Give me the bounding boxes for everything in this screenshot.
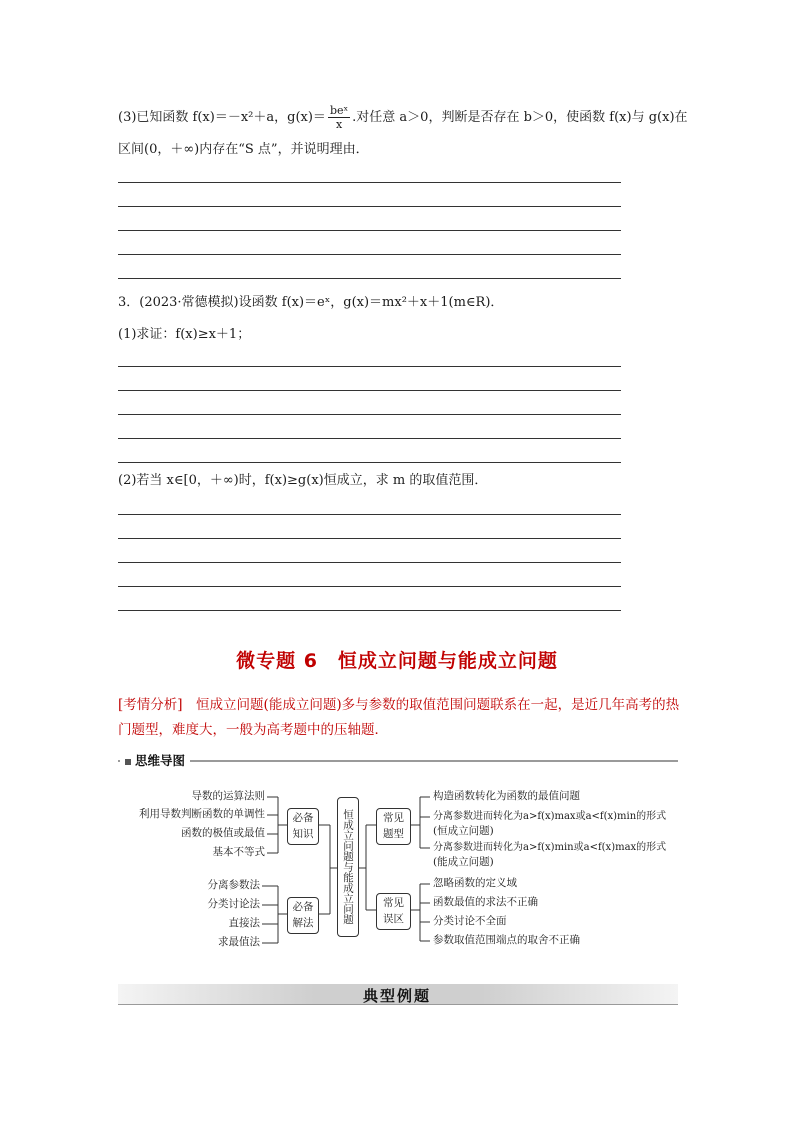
exam-analysis-text: 恒成立问题(能成立问题)多与参数的取值范围问题联系在一起，是近几年高考的热门题型，难度大，一般为高考题中的压轴题．	[118, 697, 680, 738]
type-item: 构造函数转化为函数的最值问题	[433, 790, 580, 802]
exam-analysis	[118, 693, 684, 743]
types-box	[376, 808, 411, 845]
error-item: 忽略函数的定义域	[433, 877, 517, 889]
question-3-stem: 3．(2023·常德模拟)设函数 f(x)＝eˣ，g(x)＝mx²＋x＋1(m∈R)．	[118, 295, 504, 310]
method-item: 分离参数法	[207, 879, 260, 891]
question-3-part-1: (1)求证：f(x)≥x＋1；	[118, 327, 251, 342]
answer-line	[118, 538, 621, 539]
mind-map-label	[120, 751, 190, 769]
type-item: 分离参数进而转化为a>f(x)min或a<f(x)max的形式	[433, 842, 667, 853]
method-item: 直接法	[228, 917, 260, 929]
knowledge-item: 函数的极值或最值	[181, 827, 265, 839]
answer-line	[118, 366, 621, 367]
answer-line	[118, 254, 621, 255]
answer-line	[118, 586, 621, 587]
knowledge-item: 利用导数判断函数的单调性	[139, 808, 265, 820]
answer-line	[118, 562, 621, 563]
error-item: 分类讨论不全面	[433, 915, 507, 927]
mind-map-label-text: 思维导图	[135, 753, 186, 768]
typical-examples-label: 典型例题	[362, 987, 431, 1005]
answer-line	[118, 514, 621, 515]
answer-line	[118, 462, 621, 463]
method-item: 求最值法	[218, 936, 260, 948]
fraction	[328, 104, 350, 131]
answer-line	[118, 438, 621, 439]
error-item: 参数取值范围端点的取舍不正确	[433, 934, 580, 946]
type-item-note: (恒成立问题)	[433, 825, 494, 837]
q-suffix: .对任意 a＞0，判断是否存在 b＞0，使函数 f(x)与 g(x)在	[352, 110, 688, 125]
center-box	[337, 797, 359, 937]
fraction-numerator: beˣ	[329, 104, 349, 117]
errors-box	[376, 893, 411, 930]
answer-line	[118, 206, 621, 207]
error-item: 函数最值的求法不正确	[433, 896, 538, 908]
type-item-note: (能成立问题)	[433, 856, 494, 868]
section-title: 微专题 6 恒成立问题与能成立问题	[236, 650, 558, 672]
square-bullet-icon	[125, 759, 131, 765]
answer-line	[118, 414, 621, 415]
q-prefix: (3)已知函数 f(x)＝－x²＋a，g(x)＝	[118, 110, 326, 125]
question-3-part-2: (2)若当 x∈[0，＋∞)时，f(x)≥g(x)恒成立，求 m 的取值范围．	[118, 473, 488, 488]
knowledge-item: 基本不等式	[212, 846, 265, 858]
fraction-denominator: x	[335, 118, 343, 131]
knowledge-item: 导数的运算法则	[191, 790, 265, 802]
knowledge-box-label: 必备知识	[292, 812, 314, 840]
question-2-part-3-line2: 区间(0，＋∞)内存在“S 点”，并说明理由．	[118, 142, 369, 157]
methods-box-label: 必备解法	[292, 901, 314, 929]
types-box-label: 常见题型	[383, 812, 404, 840]
method-item: 分类讨论法	[207, 898, 260, 910]
answer-line	[118, 610, 621, 611]
answer-line	[118, 230, 621, 231]
type-item: 分离参数进而转化为a>f(x)max或a<f(x)min的形式	[433, 811, 667, 822]
answer-line	[118, 278, 621, 279]
knowledge-box	[287, 808, 319, 845]
center-box-label: 恒成立问题与能成立问题	[342, 809, 354, 925]
answer-line	[118, 390, 621, 391]
exam-analysis-tag: [考情分析]	[118, 697, 183, 713]
question-2-part-3	[118, 104, 688, 131]
answer-line	[118, 182, 621, 183]
errors-box-label: 常见误区	[383, 897, 404, 925]
methods-box	[287, 897, 319, 934]
mind-map-header-rule	[118, 760, 678, 762]
